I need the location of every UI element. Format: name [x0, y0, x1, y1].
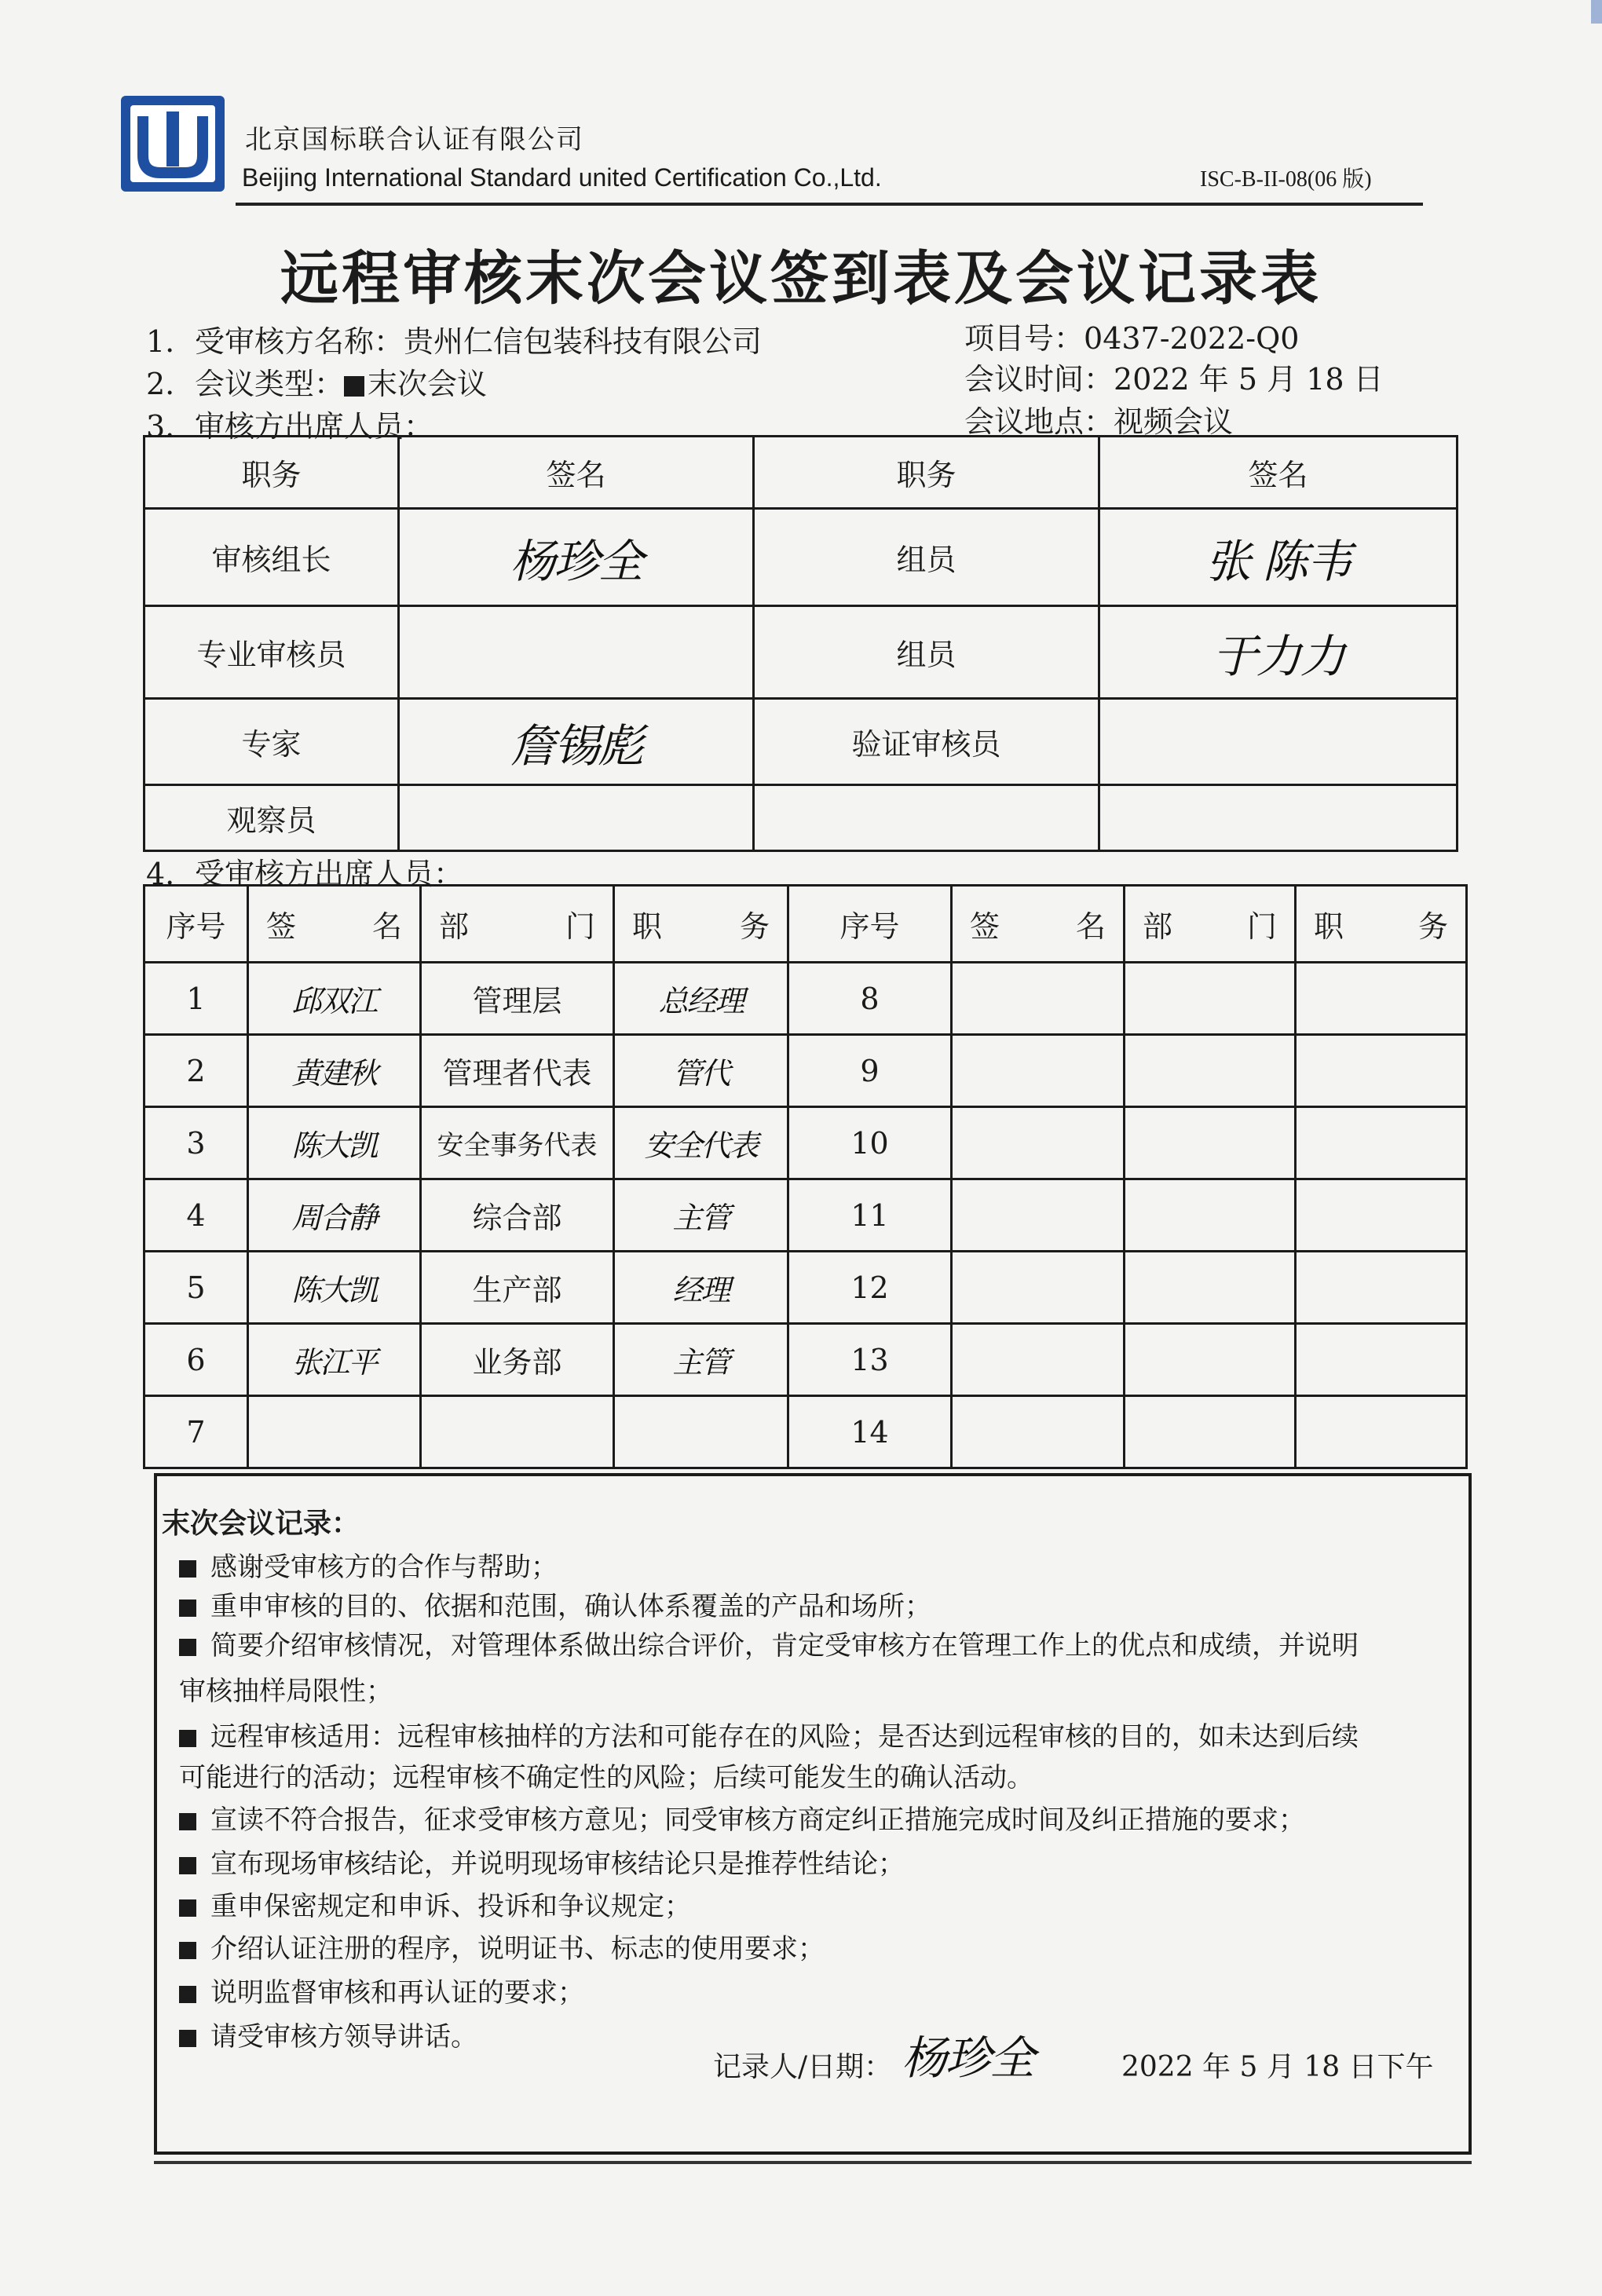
- row-number-cell: 7: [144, 1396, 248, 1468]
- role-cell: 审核组长: [144, 509, 399, 606]
- record-item: [179, 1715, 1359, 1753]
- signature-cell: [952, 1324, 1125, 1396]
- position-cell: [1296, 1396, 1467, 1468]
- role-cell: 专业审核员: [144, 606, 399, 699]
- table-row: [144, 1107, 1467, 1179]
- record-item-text: 请受审核方领导讲话。: [210, 2021, 477, 2053]
- document-title: 远程审核末次会议签到表及会议记录表: [280, 245, 1322, 313]
- column-header: [1125, 886, 1296, 963]
- signature-cell: [952, 1035, 1125, 1107]
- meeting-place-value: 视频会议: [1114, 404, 1234, 439]
- form-code: ISC-B-II-08(06 版): [1200, 167, 1372, 192]
- signature-cell: 黄建秋: [248, 1035, 421, 1107]
- item-number: 2.: [146, 367, 175, 401]
- record-item-text: 感谢受审核方的合作与帮助；: [210, 1552, 558, 1583]
- company-name-en: Beijing International Standard united Certification Co.,Ltd.: [242, 163, 882, 192]
- auditee-name-line: [146, 317, 762, 360]
- meeting-time-label: 会议时间：: [964, 362, 1114, 397]
- column-header: 序号: [788, 886, 952, 963]
- row-number-cell: 13: [788, 1324, 952, 1396]
- position-cell: 经理: [614, 1252, 788, 1324]
- department-cell: [1125, 963, 1296, 1035]
- header-char: 部: [439, 909, 470, 944]
- signature-cell: 陈大凯: [248, 1252, 421, 1324]
- department-cell: 综合部: [421, 1179, 614, 1252]
- header-char: 签: [970, 909, 1000, 944]
- bullet-square-icon: [179, 2030, 196, 2047]
- position-cell: 管代: [614, 1035, 788, 1107]
- auditee-attendees-label: 受审核方出席人员：: [195, 857, 464, 891]
- table-row: [144, 1396, 1467, 1468]
- item-number: 4.: [146, 857, 175, 891]
- bullet-square-icon: [179, 1942, 196, 1959]
- table-header-row: [144, 437, 1458, 509]
- position-cell: 安全代表: [614, 1107, 788, 1179]
- signature-cell: 张江平: [248, 1324, 421, 1396]
- position-cell: [1296, 1252, 1467, 1324]
- header-char: 职: [1314, 909, 1344, 944]
- department-cell: 生产部: [421, 1252, 614, 1324]
- record-item-text: 简要介绍审核情况，对管理体系做出综合评价，肯定受审核方在管理工作上的优点和成绩，并说明: [210, 1630, 1359, 1662]
- column-header: 序号: [144, 886, 248, 963]
- record-item-continued: 可能进行的活动；远程审核不确定性的风险；后续可能发生的确认活动。: [179, 1762, 1033, 1793]
- column-header: [952, 886, 1125, 963]
- table-row: [144, 785, 1458, 851]
- item-number: 1.: [146, 324, 175, 359]
- record-title: 末次会议记录：: [162, 1507, 360, 1540]
- department-cell: [421, 1396, 614, 1468]
- row-number-cell: 4: [144, 1179, 248, 1252]
- record-item: [179, 1885, 691, 1923]
- table-row: [144, 606, 1458, 699]
- table-row: [144, 699, 1458, 785]
- meeting-time-value: 2022 年 5 月 18 日: [1114, 362, 1384, 397]
- signature-cell: [952, 1179, 1125, 1252]
- signature-cell: 陈大凯: [248, 1107, 421, 1179]
- signature-cell: [952, 1252, 1125, 1324]
- bullet-square-icon: [179, 1813, 196, 1830]
- row-number-cell: 8: [788, 963, 952, 1035]
- scan-edge-mark: [1591, 0, 1602, 24]
- record-item: [179, 1545, 558, 1584]
- signature-cell: [1099, 699, 1458, 785]
- table-row: [144, 509, 1458, 606]
- auditee-label: 受审核方名称：: [195, 324, 404, 359]
- department-cell: 业务部: [421, 1324, 614, 1396]
- header-char: 名: [371, 909, 402, 944]
- signature-cell: 杨珍全: [399, 509, 754, 606]
- auditee-attendance-table: [143, 884, 1468, 1469]
- record-item-text: 介绍认证注册的程序，说明证书、标志的使用要求；: [210, 1933, 825, 1965]
- project-value: 0437-2022-Q0: [1084, 321, 1300, 356]
- row-number-cell: 1: [144, 963, 248, 1035]
- table-row: [144, 1179, 1467, 1252]
- department-cell: [1125, 1179, 1296, 1252]
- recorder-label: 记录人/日期：: [713, 2051, 893, 2083]
- row-number-cell: 10: [788, 1107, 952, 1179]
- row-number-cell: 3: [144, 1107, 248, 1179]
- meeting-type-label: 会议类型：: [195, 367, 345, 401]
- signature-cell: [248, 1396, 421, 1468]
- bullet-square-icon: [179, 1639, 196, 1656]
- position-cell: [1296, 963, 1467, 1035]
- table-row: [144, 1035, 1467, 1107]
- department-cell: 管理层: [421, 963, 614, 1035]
- record-item-text: 重申审核的目的、依据和范围，确认体系覆盖的产品和场所；: [210, 1591, 931, 1622]
- department-cell: [1125, 1324, 1296, 1396]
- header-char: 签: [266, 909, 297, 944]
- meeting-place-line: [964, 397, 1233, 441]
- record-item: [179, 1798, 1305, 1837]
- table-row: [144, 1324, 1467, 1396]
- record-item: [179, 1585, 931, 1623]
- record-item-continued: 审核抽样局限性；: [179, 1676, 393, 1707]
- signature-cell: 张 陈韦: [1099, 509, 1458, 606]
- signature-cell: [399, 606, 754, 699]
- record-item-text: 宣读不符合报告，征求受审核方意见；同受审核方商定纠正措施完成时间及纠正措施的要求；: [210, 1804, 1305, 1836]
- position-cell: [614, 1396, 788, 1468]
- isc-logo-icon: [119, 94, 226, 193]
- department-cell: [1125, 1252, 1296, 1324]
- column-header: [421, 886, 614, 963]
- signature-cell: 于力力: [1099, 606, 1458, 699]
- signature-cell: [952, 1396, 1125, 1468]
- project-line: [964, 314, 1299, 357]
- meeting-time-line: [964, 355, 1384, 398]
- role-cell: 验证审核员: [754, 699, 1099, 785]
- record-item-text: 说明监督审核和再认证的要求；: [210, 1977, 584, 2009]
- table-row: [144, 1252, 1467, 1324]
- signature-cell: [952, 963, 1125, 1035]
- record-bottom-rule: [154, 2161, 1472, 2164]
- record-item: [179, 1927, 825, 1965]
- signature-cell: 邱双江: [248, 963, 421, 1035]
- column-header: [614, 886, 788, 963]
- header-char: 务: [739, 909, 770, 944]
- signature-cell: [952, 1107, 1125, 1179]
- department-cell: 安全事务代表: [421, 1107, 614, 1179]
- role-cell: 观察员: [144, 785, 399, 851]
- role-cell: 组员: [754, 606, 1099, 699]
- record-item: [179, 1842, 905, 1881]
- role-cell: 专家: [144, 699, 399, 785]
- bullet-square-icon: [179, 1857, 196, 1874]
- bullet-square-icon: [179, 1600, 196, 1617]
- table-row: [144, 963, 1467, 1035]
- row-number-cell: 14: [788, 1396, 952, 1468]
- header-char: 门: [1246, 909, 1277, 944]
- header-char: 门: [565, 909, 595, 944]
- position-cell: 主管: [614, 1179, 788, 1252]
- auditor-attendance-table: [143, 435, 1458, 852]
- record-item: [179, 1624, 1359, 1662]
- recorder-date: 2022 年 5 月 18 日下午: [1121, 2051, 1434, 2083]
- department-cell: [1125, 1396, 1296, 1468]
- role-cell: [754, 785, 1099, 851]
- position-cell: [1296, 1324, 1467, 1396]
- row-number-cell: 6: [144, 1324, 248, 1396]
- company-name-cn: 北京国标联合认证有限公司: [245, 124, 584, 155]
- signature-cell: 詹锡彪: [399, 699, 754, 785]
- position-cell: [1296, 1107, 1467, 1179]
- column-header: [248, 886, 421, 963]
- header-char: 名: [1075, 909, 1106, 944]
- column-header: 签名: [1099, 437, 1458, 509]
- header-char: 务: [1417, 909, 1448, 944]
- table-header-row: [144, 886, 1467, 963]
- meeting-place-label: 会议地点：: [964, 404, 1114, 439]
- department-cell: [1125, 1107, 1296, 1179]
- checked-box-icon: [344, 376, 364, 397]
- record-item: [179, 2015, 477, 2053]
- row-number-cell: 5: [144, 1252, 248, 1324]
- role-cell: 组员: [754, 509, 1099, 606]
- meeting-type-line: [146, 360, 487, 403]
- position-cell: 主管: [614, 1324, 788, 1396]
- bullet-square-icon: [179, 1730, 196, 1747]
- auditors-label: 审核方出席人员：: [195, 409, 434, 444]
- record-item: [179, 1971, 584, 2009]
- record-item-text: 远程审核适用：远程审核抽样的方法和可能存在的风险；是否达到远程审核的目的，如未达到后续: [210, 1721, 1359, 1753]
- column-header: [1296, 886, 1467, 963]
- header-char: 职: [632, 909, 663, 944]
- signature-cell: 周合静: [248, 1179, 421, 1252]
- project-label: 项目号：: [964, 321, 1084, 356]
- column-header: 职务: [754, 437, 1099, 509]
- row-number-cell: 11: [788, 1179, 952, 1252]
- record-item-text: 重申保密规定和申诉、投诉和争议规定；: [210, 1891, 691, 1922]
- item-number: 3.: [146, 409, 175, 444]
- bullet-square-icon: [179, 1899, 196, 1917]
- bullet-square-icon: [179, 1560, 196, 1578]
- bullet-square-icon: [179, 1986, 196, 2003]
- department-cell: [1125, 1035, 1296, 1107]
- header-char: 部: [1143, 909, 1173, 944]
- column-header: 职务: [144, 437, 399, 509]
- position-cell: [1296, 1035, 1467, 1107]
- meeting-type-value: 末次会议: [368, 367, 488, 401]
- column-header: 签名: [399, 437, 754, 509]
- row-number-cell: 12: [788, 1252, 952, 1324]
- position-cell: [1296, 1179, 1467, 1252]
- row-number-cell: 9: [788, 1035, 952, 1107]
- recorder-signature: 杨珍全: [902, 2031, 1034, 2085]
- header-divider: [236, 203, 1423, 206]
- auditee-value: 贵州仁信包装科技有限公司: [404, 324, 763, 359]
- department-cell: 管理者代表: [421, 1035, 614, 1107]
- record-item-text: 宣布现场审核结论，并说明现场审核结论只是推荐性结论；: [210, 1848, 905, 1880]
- signature-cell: [399, 785, 754, 851]
- signature-cell: [1099, 785, 1458, 851]
- row-number-cell: 2: [144, 1035, 248, 1107]
- position-cell: 总经理: [614, 963, 788, 1035]
